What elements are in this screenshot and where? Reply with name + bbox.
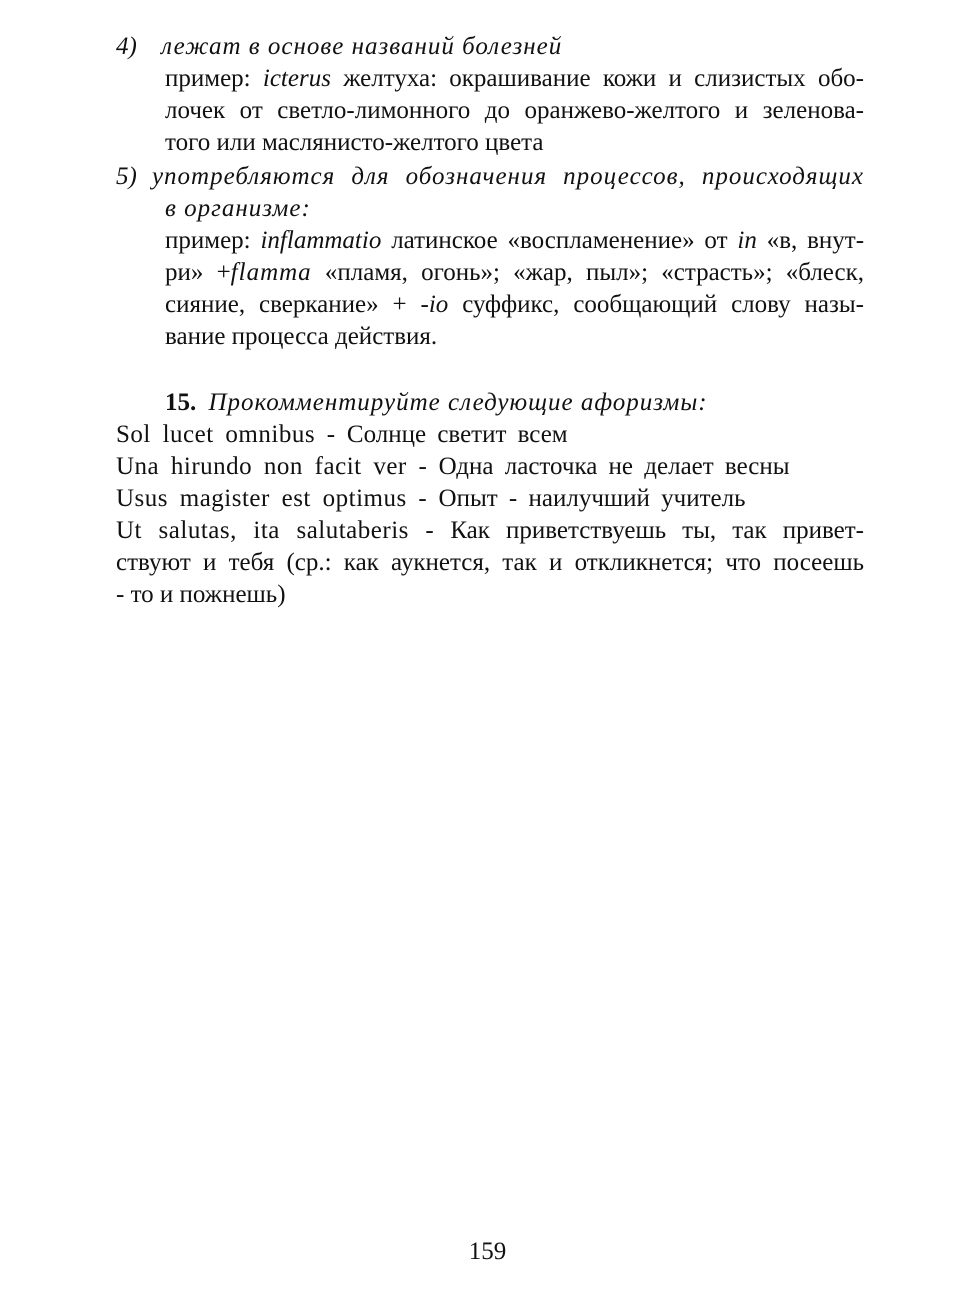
aphorism-russian: Солнце светит всем (346, 421, 568, 448)
example-text: «в, внут- (766, 227, 865, 254)
aphorism-3 (116, 484, 746, 514)
item-5-heading-cont: в организме: (165, 195, 311, 222)
example-text: латинское «воспламенение» от (391, 227, 728, 254)
aphorism-text: - то и пожнешь) (116, 581, 286, 608)
item-5-heading-line-2 (165, 194, 311, 224)
aphorism-text: ствуют и тебя (ср.: как аукнется, так и откликнется; что посеешь (116, 549, 864, 576)
aphorism-latin: Ut salutas, ita salutaberis - (116, 517, 435, 544)
example-label: пример: (165, 227, 251, 254)
latin-term: in (737, 227, 757, 254)
task-title: Прокомментируйте следующие афоризмы: (208, 389, 708, 416)
example-text: суффикс, сообщающий слову назы- (462, 291, 865, 318)
item-5-example-line-4 (165, 322, 437, 352)
example-text: ри» + (165, 259, 231, 286)
aphorism-continuation-1 (116, 548, 864, 578)
aphorism-4 (116, 516, 864, 546)
aphorism-latin: Sol lucet omnibus - (116, 421, 336, 448)
item-5-number: 5) (116, 163, 137, 190)
item-4-heading-line (116, 32, 676, 62)
example-text: того или маслянисто-желтого цвета (165, 129, 544, 156)
example-text: лочек от светло-лимонного до оранжево-желтого и зеленова- (165, 97, 864, 124)
item-4-number: 4) (116, 33, 137, 60)
item-5-example-line-3 (165, 290, 864, 320)
aphorism-russian: Как приветствуешь ты, так привет- (450, 517, 864, 544)
aphorism-1 (116, 420, 568, 450)
item-4-example-line-1 (165, 64, 864, 94)
item-5-heading-line-1 (116, 162, 864, 192)
aphorism-russian: Одна ласточка не делает весны (438, 453, 790, 480)
example-label: пример: (165, 65, 251, 92)
item-5-example-line-2 (165, 258, 864, 288)
example-text: «пламя, огонь»; «жар, пыл»; «страсть»; «блеск, (324, 259, 865, 286)
aphorism-russian: Опыт - наилучший учитель (438, 485, 746, 512)
page-number: 159 (468, 1238, 507, 1265)
item-4-example-line-2 (165, 96, 864, 126)
latin-term: -io (420, 291, 449, 318)
item-5-example-line-1 (165, 226, 864, 256)
item-4-heading: лежат в основе названий болезней (161, 33, 563, 60)
item-5-heading: употребляются для обозначения процессов, происходящих (151, 163, 864, 190)
aphorism-latin: Una hirundo non facit ver - (116, 453, 428, 480)
latin-term: icterus (262, 65, 331, 92)
latin-term: flamma (230, 259, 312, 286)
aphorism-continuation-2 (116, 580, 286, 610)
example-text: вание процесса действия. (165, 323, 438, 350)
aphorism-2 (116, 452, 790, 482)
task-heading (165, 388, 708, 418)
aphorism-latin: Usus magister est optimus - (116, 485, 428, 512)
item-4-example-line-3 (165, 128, 544, 158)
example-text: желтуха: окрашивание кожи и слизистых обо- (343, 65, 864, 92)
latin-term: inflammatio (260, 227, 382, 254)
example-text: сияние, сверкание» + (165, 291, 407, 318)
task-number: 15. (165, 389, 197, 416)
